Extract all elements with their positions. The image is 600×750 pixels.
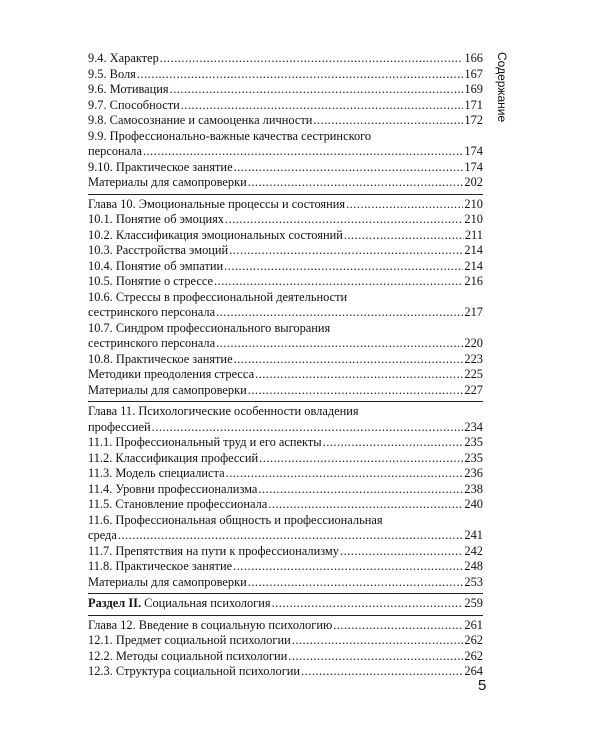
page-ref: 167 xyxy=(464,66,483,81)
dot-leader xyxy=(255,367,463,383)
toc-entry[interactable] xyxy=(88,82,483,98)
toc-entry-title: 9.5. Воля xyxy=(88,66,136,81)
dot-leader xyxy=(214,274,463,290)
section-divider xyxy=(88,194,483,195)
toc-entry-title: 12.1. Предмет социальной психологии xyxy=(88,633,291,647)
dot-leader xyxy=(225,212,463,228)
dot-leader xyxy=(344,228,464,244)
dot-leader xyxy=(229,243,463,259)
dot-leader xyxy=(137,67,464,83)
dot-leader xyxy=(272,596,464,612)
toc-entry-title: 11.5. Становление профессионала xyxy=(88,497,268,511)
toc-entry[interactable] xyxy=(88,633,483,649)
toc-entry-title: 11.2. Классификация профессий xyxy=(88,450,259,465)
dot-leader xyxy=(346,197,463,213)
page-ref: 211 xyxy=(464,227,483,242)
toc-entry-title: 10.7. Синдром профессионального выгорания xyxy=(88,320,331,335)
dot-leader xyxy=(143,144,463,160)
toc-entry-title: 11.6. Профессиональная общность и профессиональная xyxy=(88,512,383,527)
section-divider xyxy=(88,401,483,402)
toc-entry-title: Методики преодоления стресса xyxy=(88,367,255,381)
dot-leader xyxy=(216,305,463,321)
toc-entry[interactable] xyxy=(88,649,483,665)
dot-leader xyxy=(333,618,463,634)
toc-entry-title: 10.8. Практическое занятие xyxy=(88,351,233,366)
page-ref: 259 xyxy=(464,596,483,610)
toc-entry[interactable] xyxy=(88,559,483,575)
toc-entry-title: 9.6. Мотивация xyxy=(88,82,169,96)
toc-entry[interactable] xyxy=(88,575,483,591)
toc-entry-title: 11.1. Профессиональный труд и его аспекты xyxy=(88,435,322,449)
toc-entry-title: 11.7. Препятствия на пути к профессионализму xyxy=(88,543,339,558)
toc-entry[interactable] xyxy=(88,513,483,544)
toc-entry-title xyxy=(88,596,271,612)
toc-entry-title: сестринского персонала xyxy=(88,336,216,350)
dot-leader xyxy=(224,259,463,275)
toc-entry[interactable] xyxy=(88,175,483,191)
toc-entry-title: Глава 11. Психологические особенности овладения xyxy=(88,404,359,418)
toc-entry-title: 10.2. Классификация эмоциональных состояний xyxy=(88,227,343,242)
dot-leader xyxy=(160,51,464,67)
dot-leader xyxy=(152,420,464,436)
dot-leader xyxy=(323,435,464,451)
toc-entry[interactable] xyxy=(88,259,483,275)
toc-entry[interactable] xyxy=(88,497,483,513)
page-ref: 262 xyxy=(464,633,483,647)
page-ref: 235 xyxy=(464,435,483,449)
toc-entry-title: 12.3. Структура социальной психологии xyxy=(88,664,301,678)
section-label: Раздел II. xyxy=(88,596,142,610)
dot-leader xyxy=(118,528,464,544)
page-ref: 220 xyxy=(464,336,483,350)
toc-entry-title: 9.9. Профессионально-важные качества сестринского xyxy=(88,128,372,143)
toc-entry[interactable] xyxy=(88,352,483,368)
dot-leader xyxy=(340,544,463,560)
toc-entry-title: Материалы для самопроверки xyxy=(88,574,247,589)
page-ref: 241 xyxy=(464,528,483,542)
toc-entry-title: 9.10. Практическое занятие xyxy=(88,159,233,174)
toc-entry[interactable] xyxy=(88,228,483,244)
section-title: Социальная психология xyxy=(141,596,271,610)
page-ref: 174 xyxy=(464,144,483,158)
page-number: 5 xyxy=(478,677,487,694)
page-ref: 217 xyxy=(464,305,483,319)
page-ref: 262 xyxy=(464,648,483,663)
dot-leader xyxy=(181,98,464,114)
dot-leader xyxy=(226,466,464,482)
toc-entry[interactable] xyxy=(88,383,483,399)
page-ref: 172 xyxy=(464,113,483,127)
toc-entry-title: Материалы для самопроверки xyxy=(88,175,247,189)
dot-leader xyxy=(313,113,463,129)
toc-entry-title: Материалы для самопроверки xyxy=(88,382,247,397)
page-ref: 236 xyxy=(464,466,483,480)
toc-entry[interactable] xyxy=(88,466,483,482)
page-ref: 234 xyxy=(464,419,483,434)
section-divider xyxy=(88,615,483,616)
toc-entry-title: 10.3. Расстройства эмоций xyxy=(88,243,229,257)
toc-entry[interactable] xyxy=(88,67,483,83)
toc-entry[interactable] xyxy=(88,664,483,680)
toc-entry-title: сестринского персонала xyxy=(88,305,216,319)
section-divider xyxy=(88,593,483,594)
page-ref: 202 xyxy=(464,175,483,189)
dot-leader xyxy=(216,336,463,352)
toc-entry[interactable] xyxy=(88,618,483,634)
page-ref: 261 xyxy=(464,617,483,632)
toc-entry[interactable] xyxy=(88,98,483,114)
toc-entry-title: персонала xyxy=(88,144,142,158)
toc-entry[interactable] xyxy=(88,451,483,467)
toc-entry-title: Глава 10. Эмоциональные процессы и состояния xyxy=(88,196,346,211)
dot-leader xyxy=(248,383,464,399)
page-ref: 242 xyxy=(464,543,483,558)
toc-entry[interactable] xyxy=(88,435,483,451)
toc-entry-title: 10.5. Понятие о стрессе xyxy=(88,274,214,288)
toc-entry[interactable] xyxy=(88,160,483,176)
toc-entry[interactable] xyxy=(88,197,483,213)
toc-entry[interactable] xyxy=(88,274,483,290)
dot-leader xyxy=(288,649,463,665)
dot-leader xyxy=(248,175,464,191)
toc-entry-title: 11.3. Модель специалиста xyxy=(88,466,225,480)
toc-entry[interactable] xyxy=(88,113,483,129)
dot-leader xyxy=(234,160,464,176)
page-ref: 171 xyxy=(464,97,483,112)
page-ref: 174 xyxy=(464,159,483,174)
toc-entry-title: 9.4. Характер xyxy=(88,51,159,65)
dot-leader xyxy=(268,497,463,513)
toc-entry[interactable] xyxy=(88,243,483,259)
toc-entry[interactable] xyxy=(88,367,483,383)
page-ref: 214 xyxy=(464,243,483,257)
toc-entry[interactable] xyxy=(88,321,483,352)
page-ref: 210 xyxy=(464,212,483,226)
toc-entry[interactable] xyxy=(88,596,483,612)
dot-leader xyxy=(233,559,463,575)
toc-entry-title: профессией xyxy=(88,419,151,434)
toc-entry-title: 10.6. Стрессы в профессиональной деятельности xyxy=(88,289,348,304)
toc-entry[interactable] xyxy=(88,212,483,228)
page-ref: 253 xyxy=(464,574,483,589)
page-ref: 238 xyxy=(464,481,483,496)
toc-entry-title: 10.1. Понятие об эмоциях xyxy=(88,212,224,226)
toc-entry-title: Глава 12. Введение в социальную психологию xyxy=(88,617,333,632)
page-ref: 169 xyxy=(464,82,483,96)
toc-entry-title: 10.4. Понятие об эмпатии xyxy=(88,258,224,273)
dot-leader xyxy=(248,575,464,591)
page-ref: 223 xyxy=(464,351,483,366)
toc-entry[interactable] xyxy=(88,290,483,321)
toc-entry[interactable] xyxy=(88,404,483,435)
page-ref: 166 xyxy=(464,51,483,65)
toc-entry[interactable] xyxy=(88,544,483,560)
toc-entry-title: 9.7. Способности xyxy=(88,97,180,112)
page-ref: 227 xyxy=(464,382,483,397)
dot-leader xyxy=(301,664,463,680)
toc-entry-title: 12.2. Методы социальной психологии xyxy=(88,648,288,663)
dot-leader xyxy=(292,633,464,649)
toc-entry[interactable] xyxy=(88,129,483,160)
page-ref: 214 xyxy=(464,258,483,273)
table-of-contents xyxy=(88,51,483,680)
page-ref: 210 xyxy=(464,196,483,211)
toc-entry-title: среда xyxy=(88,528,117,542)
page-ref: 248 xyxy=(464,559,483,573)
toc-entry-title: 11.4. Уровни профессионализма xyxy=(88,481,258,496)
page-ref: 235 xyxy=(464,450,483,465)
page-ref: 216 xyxy=(464,274,483,288)
page-ref: 264 xyxy=(464,664,483,678)
page-ref: 240 xyxy=(464,497,483,511)
dot-leader xyxy=(234,352,464,368)
page-ref: 225 xyxy=(464,367,483,381)
toc-entry[interactable] xyxy=(88,51,483,67)
toc-entry[interactable] xyxy=(88,482,483,498)
toc-entry-title: 11.8. Практическое занятие xyxy=(88,559,233,573)
running-header: Содержание xyxy=(495,52,509,123)
dot-leader xyxy=(259,451,463,467)
toc-entry-title: 9.8. Самосознание и самооценка личности xyxy=(88,113,313,127)
dot-leader xyxy=(170,82,464,98)
dot-leader xyxy=(258,482,463,498)
